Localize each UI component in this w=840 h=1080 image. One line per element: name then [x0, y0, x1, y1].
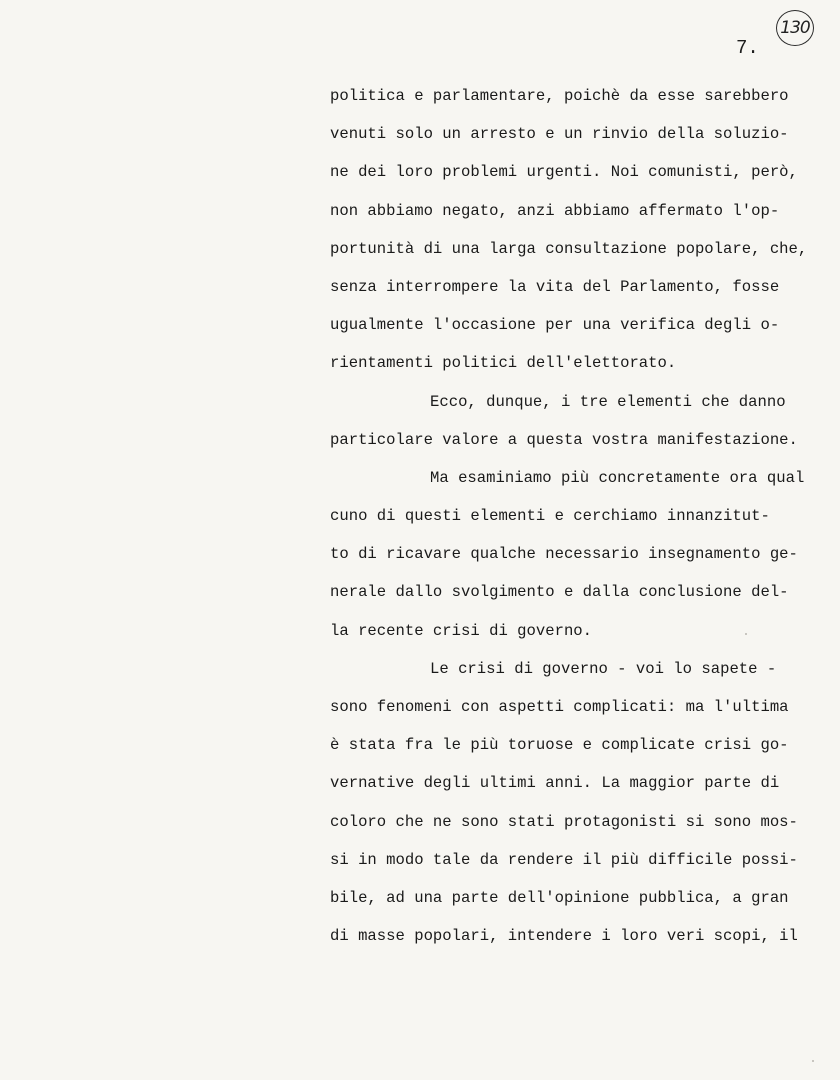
text-line: Le crisi di governo - voi lo sapete -: [430, 659, 777, 678]
text-line: politica e parlamentare, poichè da esse sarebbero: [330, 87, 789, 105]
text-line: coloro che ne sono stati protagonisti si sono mos-: [330, 812, 798, 831]
paper-speck: [812, 1060, 814, 1062]
text-line: bile, ad una parte dell'opinione pubblica, a gran: [330, 888, 789, 907]
text-line: portunità di una larga consultazione popolare, che,: [330, 239, 808, 258]
page-number: 7.: [736, 37, 759, 59]
text-line: non abbiamo negato, anzi abbiamo affermato l'op-: [330, 201, 780, 220]
text-line: la recente crisi di governo.: [330, 621, 593, 640]
text-line: è stata fra le più toruose e complicate crisi go-: [330, 736, 789, 755]
archive-number-stamp: 130: [776, 10, 814, 46]
text-line: nerale dallo svolgimento e dalla conclusione del-: [330, 583, 789, 602]
typewritten-body: [330, 77, 838, 955]
text-line: cuno di questi elementi e cerchiamo innanzitut-: [330, 507, 770, 526]
text-line: di masse popolari, intendere i loro veri scopi, il: [330, 927, 798, 946]
text-line: sono fenomeni con aspetti complicati: ma l'ultima: [330, 698, 789, 716]
paper-speck: [745, 633, 747, 635]
text-line: ugualmente l'occasione per una verifica degli o-: [330, 316, 780, 335]
text-line: particolare valore a questa vostra manifestazione.: [330, 430, 798, 449]
text-line: senza interrompere la vita del Parlamento, fosse: [330, 277, 780, 296]
text-line: Ecco, dunque, i tre elementi che danno: [430, 392, 786, 411]
text-line: vernative degli ultimi anni. La maggior parte di: [330, 774, 780, 793]
text-line: to di ricavare qualche necessario insegnamento ge-: [330, 545, 798, 564]
text-line: venuti solo un arresto e un rinvio della soluzio-: [330, 125, 789, 144]
text-line: Ma esaminiamo più concretamente ora qual: [430, 468, 805, 487]
text-line: si in modo tale da rendere il più difficile possi-: [330, 850, 798, 869]
text-line: rientamenti politici dell'elettorato.: [330, 354, 677, 373]
text-line: ne dei loro problemi urgenti. Noi comunisti, però,: [330, 163, 798, 182]
